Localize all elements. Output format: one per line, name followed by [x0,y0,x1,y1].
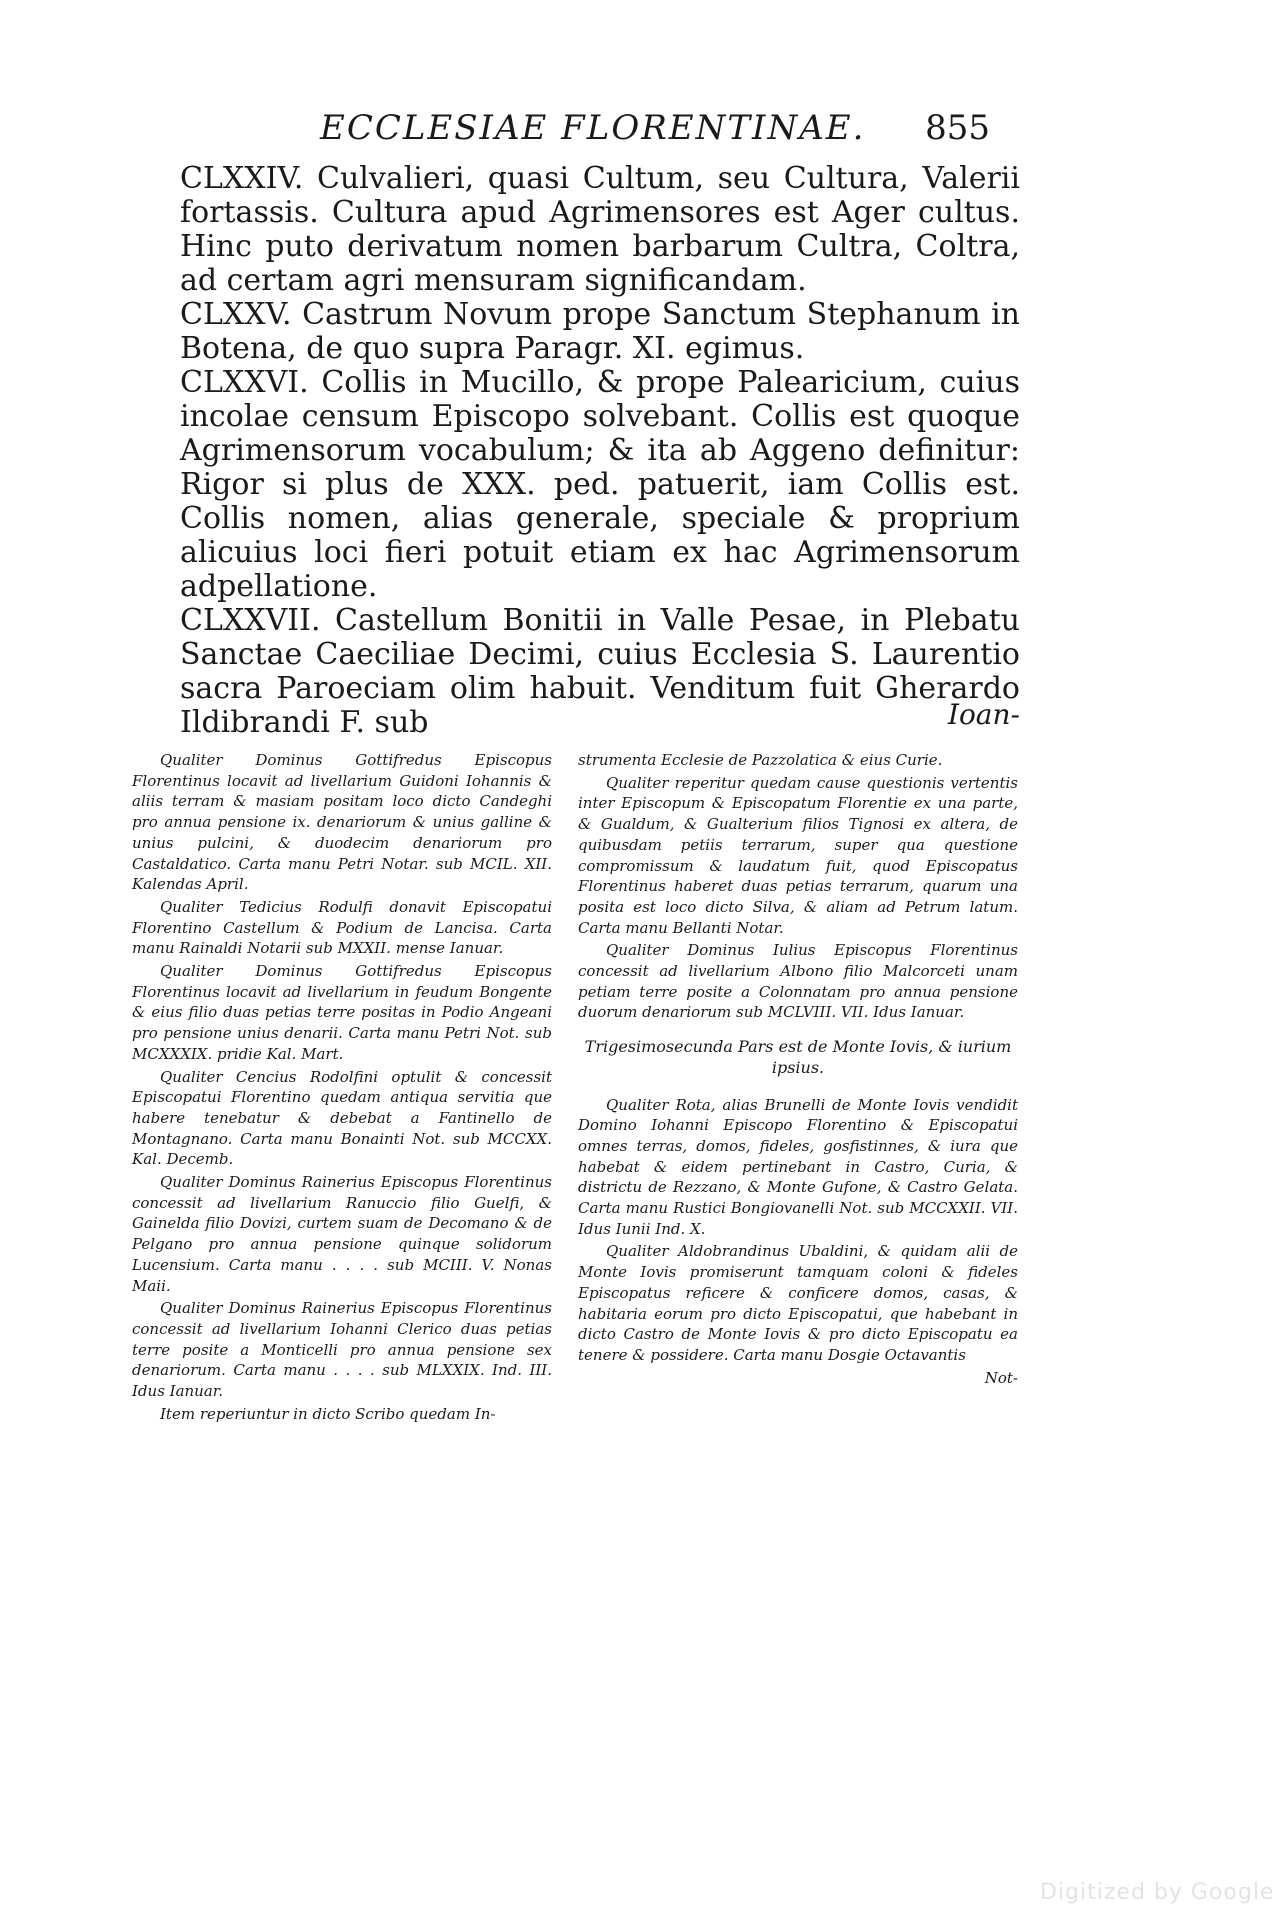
paragraph-clxxv: CLXXV. Castrum Novum prope Sanctum Stephanum in Botena, de quo supra Paragr. XI. egimus. [180,297,1020,366]
paragraph-clxxvii: CLXXVII. Castellum Bonitii in Valle Pesae, in Plebatu Sanctae Caeciliae Decimi, cuius Ecclesia S. Laurentio sacra Paroeciam olim habuit. Venditum fuit Gherardo Ildibrandi F. sub [180,603,1020,740]
section-heading: Trigesimosecunda Pars est de Monte Iovis, & iurium ipsius. [584,1037,1012,1077]
note-entry: Qualiter Rota, alias Brunelli de Monte Iovis vendidit Domino Iohanni Episcopo Florentino & Episcopatui omnes terras, domos, fideles, gosfistinnes, & iura que habebat & eidem pertinebant in Castro, Curia, & districtu de Rezzano, & Monte Gufone, & Castro Gelata. Carta manu Rustici Bongiovanelli Not. sub MCCXXII. VII. Idus Iunii Ind. X. [578,1095,1018,1238]
note-entry: Qualiter reperitur quedam cause questionis vertentis inter Episcopum & Episcopatum Florentie ex una parte, & Gualdum, & Gualterium filios Tignosi ex altera, de quibusdam petiis terrarum, super qua questione compromissum & laudatum fuit, quod Episcopatus Florentinus haberet duas petias terrarum, quarum una posita est loco dicto Silva, & aliam ad Petrum latum. Carta manu Bellanti Notar. [578,773,1018,937]
note-entry: Qualiter Dominus Rainerius Episcopus Florentinus concessit ad livellarium Iohanni Clerico duas petias terre posite a Monticelli pro annua pensione sex denariorum. Carta manu . . . . sub MLXXIX. Ind. III. Idus Ianuar. [132,1299,552,1401]
note-entry: Qualiter Dominus Iulius Episcopus Florentinus concessit ad livellarium Albono filio Malcorceti unam petiam terre posite a Colonnatam pro annua pensione duorum denariorum sub MCLVIII. VII. Idus Ianuar. [578,941,1018,1022]
main-text [120,162,1020,740]
note-entry: Qualiter Cencius Rodolfini optulit & concessit Episcopatui Florentino quedam antiqua servitia que habere tenebatur & debebat a Fantinello de Montagnano. Carta manu Bonainti Not. sub MCCXX. Kal. Decemb. [132,1067,552,1169]
page-number: 855 [925,108,990,148]
note-entry: Qualiter Dominus Gottifredus Episcopus Florentinus locavit ad livellarium in feudum Bongente & eius filio duas petias terre positas in Podio Angeani pro pensione unius denarii. Carta manu Petri Not. sub MCXXXIX. pridie Kal. Mart. [132,962,552,1063]
note-entry: Item reperiuntur in dicto Scribo quedam In- [160,1404,496,1423]
main-catchword: Ioan- [947,698,1020,731]
paragraph-clxxvi: CLXXVI. Collis in Mucillo, & prope Palearicium, cuius incolae censum Episcopo solvebant. Collis est quoque Agrimensorum vocabulum; & ita ab Aggeno definitur: Rigor si plus de XXX. ped. patuerit, iam Collis est. Collis nomen, alias generale, speciale & proprium alicuius loci fieri potuit etiam ex hac Agrimensorum adpellatione. [180,365,1020,604]
paragraph-clxxiv: CLXXIV. Culvalieri, quasi Cultum, seu Cultura, Valerii fortassis. Cultura apud Agrimensores est Ager cultus. Hinc puto derivatum nomen barbarum Cultra, Coltra, ad certam agri mensuram significandam. [180,161,1020,298]
notes-right-column [578,750,1018,1390]
notes-catchword: Not- [984,1368,1018,1387]
note-entry: Qualiter Aldobrandinus Ubaldini, & quidam alii de Monte Iovis promiserunt tamquam coloni & fideles Episcopatus reficere & conficere domos, casas, & habitaria eorum pro dicto Episcopatui, que habebant in dicto Castro de Monte Iovis & pro dicto Episcopatu ea tenere & possidere. Carta manu Dosgie Octavantis [578,1242,1018,1364]
notes-left-column [132,750,552,1427]
note-entry: Qualiter Tedicius Rodulfi donavit Episcopatui Florentino Castellum & Podium de Lancisa. Carta manu Rainaldi Notarii sub MXXII. mense Ianuar. [132,897,552,958]
note-entry: Qualiter Dominus Gottifredus Episcopus Florentinus locavit ad livellarium Guidoni Iohannis & aliis terram & masiam positam loco dicto Candeghi pro annua pensione ix. denariorum & unius galline & unius pulcini, & duodecim denariorum pro Castaldatico. Carta manu Petri Notar. sub MCIL. XII. Kalendas April. [132,751,552,894]
digitizer-watermark: Digitized by Google [1040,1880,1275,1905]
note-entry: Qualiter Dominus Rainerius Episcopus Florentinus concessit ad livellarium Ranuccio filio Guelfi, & Gainelda filio Dovizi, curtem suam de Decomano & de Pelgano pro annua pensione quinque solidorum Lucensium. Carta manu . . . . sub MCIII. V. Nonas Maii. [132,1173,552,1295]
note-continuation: strumenta Ecclesie de Pazzolatica & eius Curie. [578,751,943,769]
page-header [120,108,1020,148]
running-title: ECCLESIAE FLORENTINAE. [320,108,866,148]
